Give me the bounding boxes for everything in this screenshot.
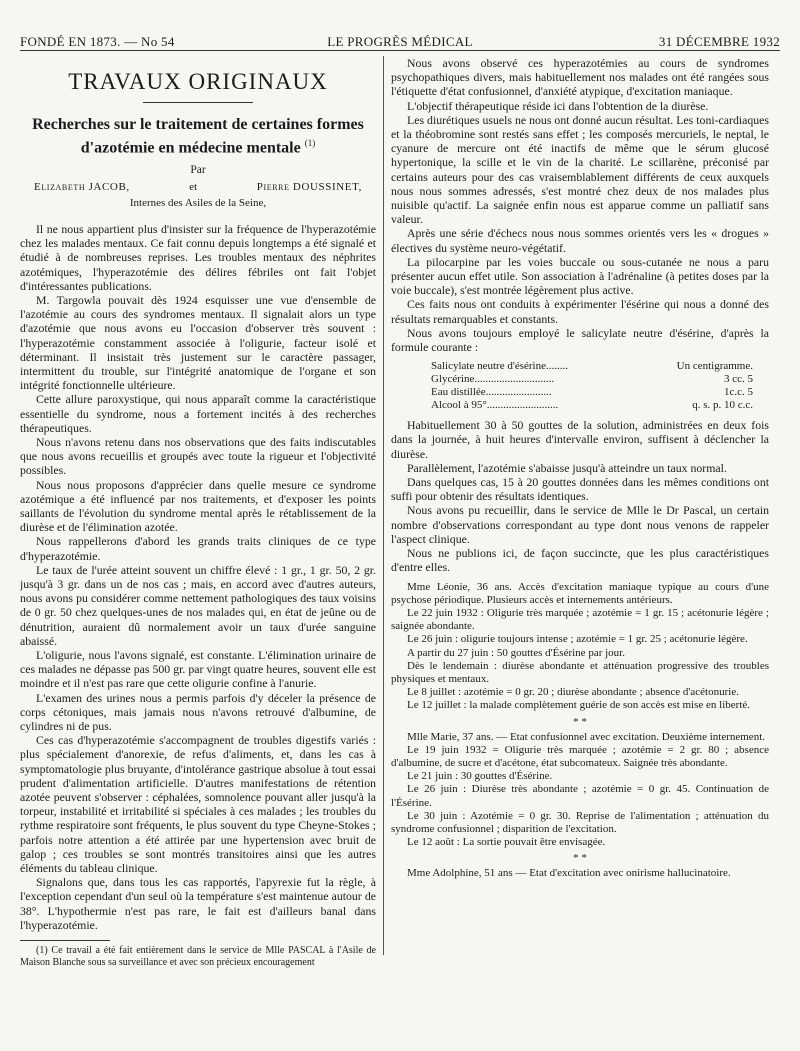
formula-ingredient: Eau distillée........................ [431, 386, 552, 399]
formula-ingredient: Glycérine............................. [431, 373, 555, 386]
case-line: Le 21 juin : 30 gouttes d'Ésérine. [407, 770, 553, 783]
case-line: Le 30 juin : Azotémie = 0 gr. 30. Reprise de l'alimentation ; atténuation du syndrome confusionnel ; disparition de l'excitation. [391, 809, 769, 835]
body-paragraph: Ces faits nous ont conduits à expérimenter l'ésérine qui nous a donné des résultats remarquables et constants. [391, 297, 769, 326]
body-paragraph: La pilocarpine par les voies buccale ou sous-cutanée ne nous a paru présenter aucun effet utile. Son association à l'adrénaline (à petites doses par la voie buccale), s'est montrée légèrement plus active. [391, 254, 769, 298]
case-leonie [391, 581, 769, 713]
byline-par: Par [190, 164, 206, 177]
formula-row [431, 399, 753, 412]
body-paragraph: Dans quelques cas, 15 à 20 gouttes données dans les mêmes conditions ont suffi pour obtenir des résultats identiques. [391, 475, 769, 504]
formula-ingredient: Alcool à 95°.......................... [431, 399, 559, 412]
body-paragraph: Signalons que, dans tous les cas rapportés, l'apyrexie fut la règle, à l'exception cependant d'un seul où la température s'est maintenue autour de 38°. L'hypothermie n'est pas rare, le fait est d'ailleurs banal dans l'hyperazotémie. [20, 875, 376, 932]
title-footnote-marker: (1) [304, 138, 316, 148]
case-line: Le 26 juin : oligurie toujours intense ; azotémie = 1 gr. 25 ; acétonurie légère. [407, 633, 748, 646]
running-head [20, 34, 780, 51]
body-paragraph: M. Targowla pouvait dès 1924 esquisser une vue d'ensemble de l'azotémie au cours des syndromes mentaux. Il signalait alors un type d'azotémie que nous avons eu l'occasion d'observer très souvent : l'hyperazotémie constamment associée à l'oligurie, facteur isolé et déterminant. Il insistait très justement sur le caractère passager, intermittent du trouble, sur l'intégrité anatomique de l'organe et son intégrité fonctionnelle ultérieure. [20, 292, 376, 393]
body-paragraph: Après une série d'échecs nous nous sommes orientés vers les « drogues » électives du système neuro-végétatif. [391, 226, 769, 255]
formula-ingredient: Salicylate neutre d'ésérine........ [431, 360, 568, 373]
eserine-formula [431, 360, 753, 412]
left-column [20, 56, 376, 1027]
case-line: Le 26 juin : Diurèse très abondante ; azotémie = 0 gr. 45. Continuation de l'Ésérine. [391, 783, 769, 809]
body-paragraph: Nous avons toujours employé le salicylate neutre d'ésérine, d'après la formule courante : [391, 325, 769, 355]
body-paragraph: Ces cas d'hyperazotémie s'accompagnent de troubles digestifs variés : plus spécialement d'anorexie, de refus d'aliments, et, dans les cas à symptomatologie plus bruyante, d'intolérance gastrique absolue à tout essai prudent d'alimentation artificielle. D'autres manifestations de rétention azotée peuvent s'observer : céphalées, somnolence pouvant aller jusqu'à la torpeur, instabilité et irritabilité si spéciales à ces malades ; les troubles du rythme respiratoire sont fréquents, le plus souvent du type Cheyne-Stokes ; parfois notre attention a été attirée par une hypertension avec bruit de galop ; ces troubles se sont montrés transitoires ainsi que les autres éléments du tableau clinique. [20, 733, 376, 876]
article-title [20, 115, 376, 157]
case-marie [391, 731, 769, 850]
section-title: TRAVAUX ORIGINAUX [68, 69, 328, 94]
title-rule [143, 102, 253, 103]
body-paragraph: Nous avons observé ces hyperazotémies au cours de syndromes psychopathiques divers, mais habituellement nos malades ont été rangées sous l'étiquette d'état confusionnel, d'anxiété atypique, d'excitation maniaque. [391, 56, 769, 99]
case-line: Mme Adolphine, 51 ans — Etat d'excitation avec onirisme hallucinatoire. [407, 867, 731, 880]
journal-name: LE PROGRÈS MÉDICAL [327, 34, 473, 49]
article-title-text: Recherches sur le traitement de certaines formes d'azotémie en médecine mentale [32, 116, 364, 157]
author-doussinet: Pierre DOUSSINET, [256, 180, 362, 193]
author-jacob: Elizabeth JACOB, [34, 180, 130, 193]
footnote: (1) Ce travail a été fait entièrement dans le service de Mlle PASCAL à l'Asile de Maison Blanche sous sa surveillance et avec son précieux encouragement [20, 945, 376, 968]
section-separator: * * [573, 852, 587, 865]
formula-quantity: 3 cc. 5 [723, 373, 753, 386]
body-paragraph: Nous n'avons retenu dans nos observations que des faits indiscutables que nous avons recueillis et groupés avec toute la rigueur et l'objectivité possibles. [20, 434, 376, 478]
case-line: Mlle Marie, 37 ans. — Etat confusionnel avec excitation. Deuxième internement. [407, 730, 765, 743]
author-affiliation: Internes des Asiles de la Seine, [129, 196, 267, 209]
body-paragraph: Nous rappellerons d'abord les grands traits cliniques de ce type d'hyperazotémie. [20, 534, 376, 563]
section-separator: * * [573, 715, 587, 728]
case-line: Le 19 juin 1932 = Oligurie très marquée ; azotémie = 2 gr. 80 ; absence d'albumine, de sucre et d'acétone, état subcomateux. Saignée très abondante. [391, 743, 769, 769]
case-line: Le 8 juillet : azotémie = 0 gr. 20 ; diurèse abondante ; absence d'acétonurie. [407, 686, 739, 699]
issue-date: 31 DÉCEMBRE 1932 [658, 34, 780, 49]
column-divider [383, 56, 384, 955]
body-paragraph: Les diurétiques usuels ne nous ont donné aucun résultat. Les toni-cardiaques et la théobromine sont restés sans effet ; les composés mercuriels, le neptal, le cyanure de mercure ont été inactifs de même que le sérum glucosé hypertonique, la scille et le vin de la charité. Le scillarène, préconisé par certains auteurs pour des cas vraisemblablement différents de ceux auxquels nous nous sommes adressés, s'est montré chez deux de nos malades plus nuisible qu'actif. La saignée enfin nous est apparue comme un palliatif sans valeur. [391, 112, 769, 227]
byline-and: et [189, 180, 198, 193]
case-line: Dès le lendemain : diurèse abondante et atténuation progressive des troubles physiques et mentaux. [391, 659, 769, 685]
formula-quantity: q. s. p. 10 c.c. [692, 399, 753, 412]
body-paragraph: Nous avons pu recueillir, dans le service de Mlle le Dr Pascal, un certain nombre d'observations correspondant au type dont nous venons de rappeler l'aspect clinique. [391, 503, 769, 546]
body-paragraph: Il ne nous appartient plus d'insister sur la fréquence de l'hyperazotémie chez les malades mentaux. Ce fait connu depuis longtemps a été signalé et étudié à de nombreuses reprises. Les troubles mentaux des néphrites azotémiques, l'hyperazotémie des délires fébriles ont fait l'objet d'intéressantes publications. [20, 221, 376, 293]
body-paragraph: Parallèlement, l'azotémie s'abaisse jusqu'à atteindre un taux normal. [407, 460, 727, 475]
body-paragraph: L'examen des urines nous a permis parfois d'y déceler la présence de corps cétoniques, mais jamais nous n'avons retrouvé d'albumine, de cylindres ni de pus. [20, 690, 376, 734]
formula-row [431, 373, 753, 386]
case-line: Le 12 août : La sortie pouvait être envisagée. [407, 836, 606, 849]
body-paragraph: Le taux de l'urée atteint souvent un chiffre élevé : 1 gr., 1 gr. 50, 2 gr. jusqu'à 3 gr. dans un de nos cas ; mais, en accord avec d'autres auteurs, nous avons pu considérer comme nettement pathologiques des taux voisins de 0 gr. 50 chez quelques-unes de nos malades qui, en état de jeûne ou de dénutrition, auraient dû normalement avoir un taux d'urée sanguine abaissé. [20, 562, 376, 648]
formula-row [431, 386, 753, 399]
body-paragraph: Nous ne publions ici, de façon succincte, que les plus caractéristiques d'entre elles. [391, 546, 769, 575]
right-column [391, 56, 769, 1027]
body-paragraph: L'objectif thérapeutique réside ici dans l'obtention de la diurèse. [407, 98, 709, 113]
formula-quantity: Un centigramme. [676, 360, 753, 373]
case-line: Mme Léonie, 36 ans. Accès d'excitation maniaque typique au cours d'une psychose périodique. Plusieurs accès et internements antérieurs. [391, 580, 769, 606]
case-line: Le 12 juillet : la malade complètement guérie de son accès est mise en liberté. [407, 699, 751, 712]
body-paragraph: Nous nous proposons d'apprécier dans quelle mesure ce syndrome azotémique a été influencé par nos traitements, et d'exposer les points saillants de l'évolution du syndrome mental après le rétablissement de la diurèse et de l'élimination azotée. [20, 477, 376, 535]
case-line: Le 22 juin 1932 : Oligurie très marquée ; azotémie = 1 gr. 15 ; acétonurie légère ; saignée abondante. [391, 606, 769, 633]
body-paragraph: Cette allure paroxystique, qui nous apparaît comme la caractéristique essentielle du syndrome, nous a fortement incités à des recherches thérapeutiques. [20, 392, 376, 435]
footnote-rule [20, 940, 110, 941]
body-paragraph: Habituellement 30 à 50 gouttes de la solution, administrées en deux fois dans la journée, à huit heures d'intervalle environ, suffisent à déclencher la diurèse. [391, 418, 769, 461]
formula-row [431, 360, 753, 373]
body-paragraph: L'oligurie, nous l'avons signalé, est constante. L'élimination urinaire de ces malades ne dépasse pas 500 gr. par vingt quatre heures, souvent elle est moindre et il n'est pas rare que cette oligurie confine à l'anurie. [20, 648, 376, 691]
journal-founding: FONDÉ EN 1873. — No 54 [20, 34, 175, 49]
formula-quantity: 1c.c. 5 [723, 386, 753, 399]
authors [34, 180, 362, 194]
case-line: A partir du 27 juin : 50 gouttes d'Ésérine par jour. [407, 646, 625, 659]
case-adolphine [391, 867, 769, 880]
